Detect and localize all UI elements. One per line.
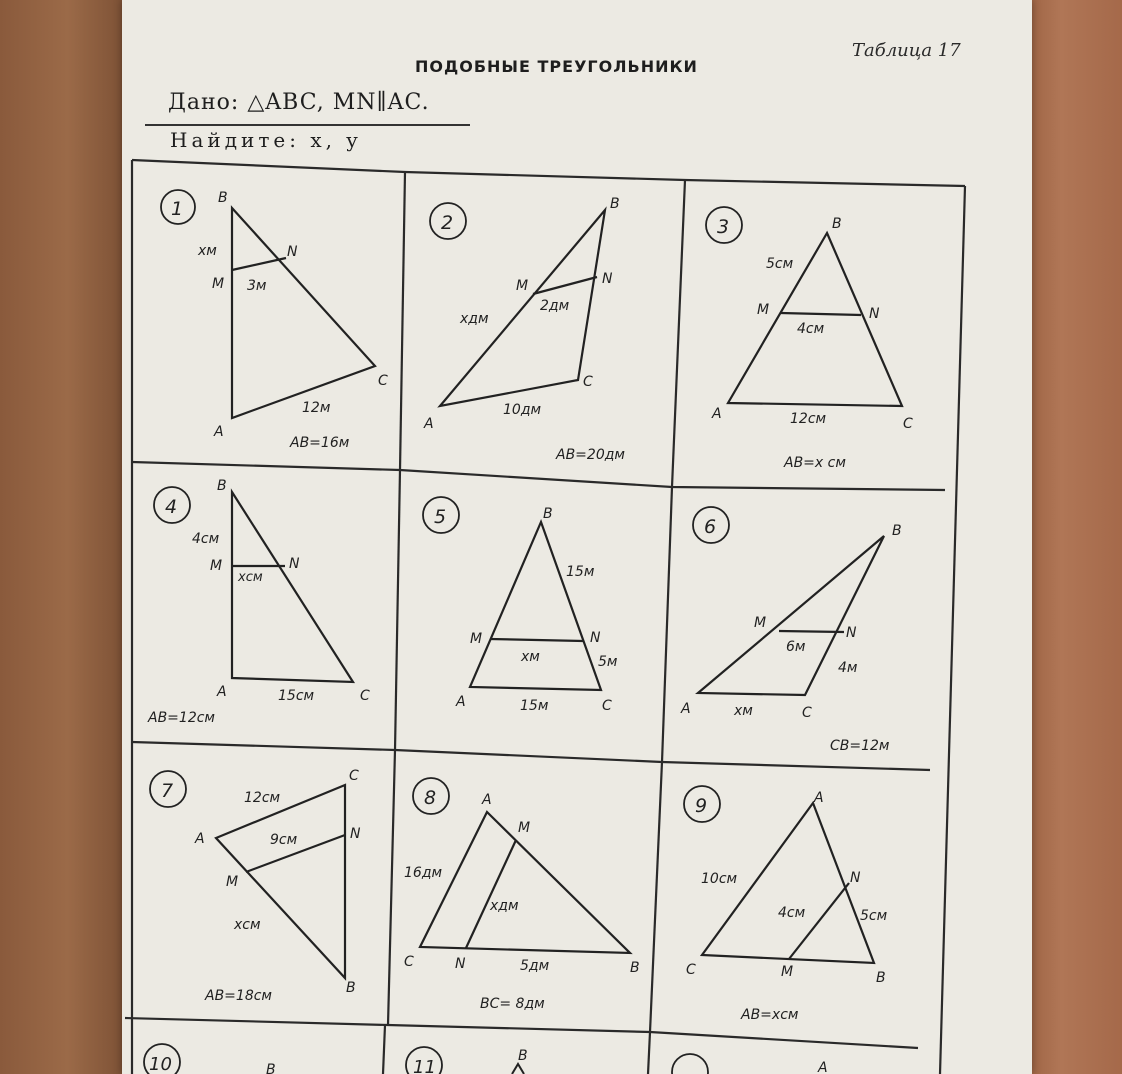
vertex-label: A bbox=[818, 1060, 828, 1074]
measure-label: 15м bbox=[566, 564, 595, 580]
measure-label: xсм bbox=[238, 570, 263, 585]
problem-10 bbox=[144, 1044, 276, 1074]
vertex-label: C bbox=[404, 954, 414, 970]
vertex-label: A bbox=[214, 424, 224, 440]
vertex-label: B bbox=[630, 960, 640, 976]
segment-mn bbox=[779, 631, 844, 632]
measure-label: 5дм bbox=[520, 958, 550, 974]
problem-11 bbox=[406, 1047, 528, 1074]
problem-number: 7 bbox=[161, 780, 174, 802]
vertex-label: A bbox=[814, 790, 824, 806]
measure-label: 12см bbox=[244, 790, 281, 806]
vertex-label: A bbox=[217, 684, 227, 700]
problem-12 bbox=[672, 1054, 828, 1074]
table-label: Таблица 17 bbox=[852, 40, 961, 61]
measure-label: 5м bbox=[598, 654, 618, 670]
vertex-label: B bbox=[518, 1048, 528, 1064]
vertex-label: N bbox=[846, 625, 857, 641]
measure-label: 4см bbox=[778, 905, 806, 921]
vertex-label: C bbox=[903, 416, 913, 432]
segment-mn bbox=[232, 258, 286, 270]
problem-4 bbox=[147, 478, 370, 726]
vertex-label: A bbox=[195, 831, 205, 847]
problem-6 bbox=[680, 507, 902, 754]
vertex-label: C bbox=[686, 962, 696, 978]
problem-number: 10 bbox=[149, 1054, 172, 1074]
measure-label: 16дм bbox=[404, 865, 443, 881]
vertex-label: M bbox=[226, 874, 239, 890]
vertex-label: B bbox=[876, 970, 886, 986]
vertex-label: M bbox=[781, 964, 794, 980]
condition-label: AB=16м bbox=[290, 435, 350, 451]
vertex-label: B bbox=[218, 190, 228, 206]
problem-5 bbox=[423, 497, 618, 714]
vertex-label: N bbox=[350, 826, 361, 842]
vertex-label: B bbox=[610, 196, 620, 212]
measure-label: xдм bbox=[490, 898, 519, 914]
measure-label: 12м bbox=[302, 400, 331, 416]
measure-label: xдм bbox=[460, 311, 489, 327]
measure-label: 9см bbox=[270, 832, 298, 848]
vertex-label: A bbox=[482, 792, 492, 808]
measure-label: 15м bbox=[520, 698, 549, 714]
vertex-label: B bbox=[266, 1062, 276, 1074]
measure-label: 5см bbox=[860, 908, 888, 924]
condition-label: AB=x см bbox=[784, 455, 846, 471]
vertex-label: N bbox=[590, 630, 601, 646]
condition-label: BC= 8дм bbox=[480, 996, 545, 1012]
measure-label: 10см bbox=[701, 871, 738, 887]
problem-number: 5 bbox=[434, 506, 447, 528]
segment-mn bbox=[789, 883, 849, 959]
problem-number-circle bbox=[672, 1054, 708, 1074]
vertex-label: C bbox=[602, 698, 612, 714]
vertex-label: C bbox=[378, 373, 388, 389]
vertex-label: N bbox=[602, 271, 613, 287]
triangle-abc bbox=[232, 208, 375, 418]
vertex-label: A bbox=[681, 701, 691, 717]
vertex-label: M bbox=[212, 276, 225, 292]
find-text: Найдите: x, y bbox=[170, 128, 362, 152]
vertex-label: C bbox=[802, 705, 812, 721]
measure-label: 3м bbox=[247, 278, 267, 294]
vertex-label: A bbox=[456, 694, 466, 710]
measure-label: 4см bbox=[192, 531, 220, 547]
vertex-label: M bbox=[754, 615, 767, 631]
measure-label: xм bbox=[198, 243, 217, 259]
vertex-label: M bbox=[518, 820, 531, 836]
vertex-label: A bbox=[712, 406, 722, 422]
segment-mn bbox=[466, 840, 516, 948]
problem-7 bbox=[150, 768, 361, 1004]
problem-number: 8 bbox=[424, 787, 437, 809]
problem-number: 3 bbox=[717, 216, 730, 238]
vertex-label: B bbox=[543, 506, 553, 522]
measure-label: 4см bbox=[797, 321, 825, 337]
problem-number: 1 bbox=[171, 198, 184, 220]
triangle-abc bbox=[232, 492, 353, 682]
vertex-label: B bbox=[217, 478, 227, 494]
vertex-label: C bbox=[349, 768, 359, 784]
vertex-label: M bbox=[210, 558, 223, 574]
problem-number: 9 bbox=[695, 795, 708, 817]
measure-label: xм bbox=[734, 703, 753, 719]
triangle-abc bbox=[440, 210, 605, 406]
measure-label: 5см bbox=[766, 256, 794, 272]
measure-label: xм bbox=[521, 649, 540, 665]
problem-number: 11 bbox=[413, 1057, 436, 1074]
vertex-label: C bbox=[360, 688, 370, 704]
problem-3 bbox=[706, 207, 913, 471]
vertex-label: C bbox=[583, 374, 593, 390]
given-text: Дано: △ABC, MN∥AC. bbox=[168, 90, 430, 115]
vertex-label: M bbox=[516, 278, 529, 294]
problem-number: 2 bbox=[441, 212, 454, 234]
vertex-label: M bbox=[757, 302, 770, 318]
vertex-label: N bbox=[287, 244, 298, 260]
segment-mn bbox=[490, 639, 583, 641]
triangle-top bbox=[512, 1064, 524, 1074]
measure-label: 15см bbox=[278, 688, 315, 704]
vertex-label: N bbox=[455, 956, 466, 972]
measure-label: xсм bbox=[234, 917, 261, 933]
problem-number: 4 bbox=[165, 496, 178, 518]
vertex-label: N bbox=[850, 870, 861, 886]
condition-label: AB=18см bbox=[205, 988, 272, 1004]
condition-label: AB=xсм bbox=[741, 1007, 799, 1023]
vertex-label: B bbox=[892, 523, 902, 539]
problem-number: 6 bbox=[704, 516, 717, 538]
measure-label: 6м bbox=[786, 639, 806, 655]
vertex-label: M bbox=[470, 631, 483, 647]
condition-label: AB=12см bbox=[148, 710, 215, 726]
vertex-label: A bbox=[424, 416, 434, 432]
vertex-label: B bbox=[832, 216, 842, 232]
problem-2 bbox=[423, 196, 625, 463]
measure-label: 12см bbox=[790, 411, 827, 427]
vertex-label: B bbox=[346, 980, 356, 996]
segment-mn bbox=[781, 313, 861, 315]
condition-label: CB=12м bbox=[830, 738, 890, 754]
measure-label: 4м bbox=[838, 660, 858, 676]
vertex-label: N bbox=[289, 556, 300, 572]
measure-label: 2дм bbox=[540, 298, 570, 314]
worksheet-title: ПОДОБНЫЕ ТРЕУГОЛЬНИКИ bbox=[415, 57, 698, 76]
problem-1 bbox=[161, 190, 388, 451]
problem-9 bbox=[684, 786, 888, 1023]
condition-label: AB=20дм bbox=[556, 447, 625, 463]
problem-8 bbox=[404, 778, 640, 1012]
vertex-label: N bbox=[869, 306, 880, 322]
measure-label: 10дм bbox=[503, 402, 542, 418]
